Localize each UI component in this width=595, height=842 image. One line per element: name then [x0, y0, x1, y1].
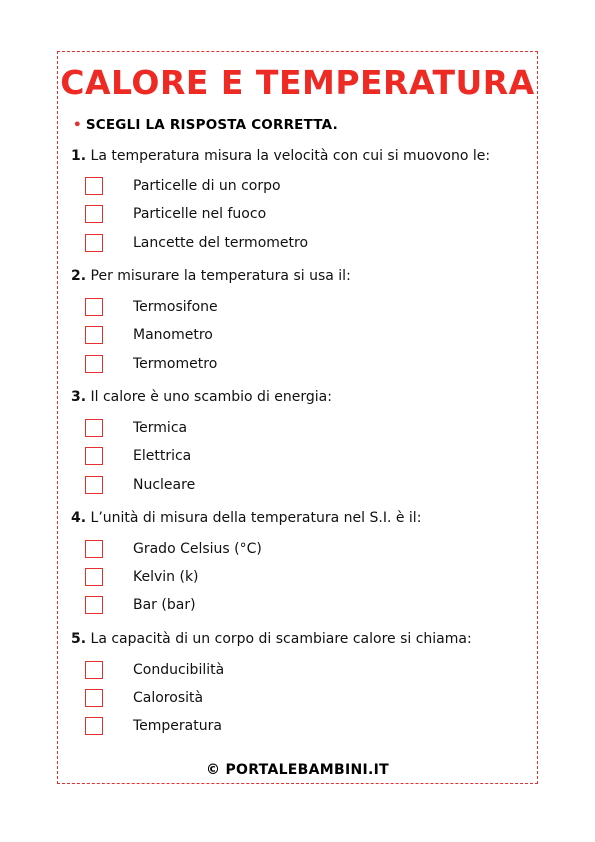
question-1: [71, 148, 490, 164]
option-1a[interactable]: [0, 177, 595, 199]
checkbox[interactable]: [85, 447, 103, 465]
question-number: 1.: [71, 148, 87, 164]
question-number: 5.: [71, 631, 87, 647]
option-label: Kelvin (k): [133, 569, 199, 585]
option-1b[interactable]: [0, 205, 595, 227]
option-5b[interactable]: [0, 689, 595, 711]
option-label: Manometro: [133, 327, 213, 343]
option-2c[interactable]: [0, 355, 595, 377]
question-4: [71, 510, 421, 526]
bullet-icon: •: [73, 117, 82, 133]
worksheet-title: CALORE E TEMPERATURA: [60, 63, 535, 102]
question-2: [71, 268, 351, 284]
question-text: Per misurare la temperatura si usa il:: [90, 268, 351, 284]
option-label: Lancette del termometro: [133, 235, 309, 251]
question-text: L’unità di misura della temperatura nel S.I. è il:: [90, 510, 422, 526]
option-label: Termosifone: [133, 299, 218, 315]
question-number: 2.: [71, 268, 87, 284]
option-2b[interactable]: [0, 326, 595, 348]
question-text: La temperatura misura la velocità con cui si muovono le:: [90, 148, 491, 164]
question-text: Il calore è uno scambio di energia:: [90, 389, 332, 405]
checkbox[interactable]: [85, 476, 103, 494]
question-number: 4.: [71, 510, 87, 526]
checkbox[interactable]: [85, 326, 103, 344]
option-label: Temperatura: [133, 718, 222, 734]
option-4c[interactable]: [0, 596, 595, 618]
checkbox[interactable]: [85, 355, 103, 373]
question-number: 3.: [71, 389, 87, 405]
copyright-footer: © PORTALEBAMBINI.IT: [206, 762, 389, 778]
checkbox[interactable]: [85, 689, 103, 707]
option-4b[interactable]: [0, 568, 595, 590]
option-label: Elettrica: [133, 448, 192, 464]
checkbox[interactable]: [85, 661, 103, 679]
option-3c[interactable]: [0, 476, 595, 498]
checkbox[interactable]: [85, 205, 103, 223]
option-label: Bar (bar): [133, 597, 196, 613]
checkbox[interactable]: [85, 419, 103, 437]
option-2a[interactable]: [0, 298, 595, 320]
option-label: Particelle nel fuoco: [133, 206, 267, 222]
option-3b[interactable]: [0, 447, 595, 469]
checkbox[interactable]: [85, 177, 103, 195]
checkbox[interactable]: [85, 298, 103, 316]
option-label: Grado Celsius (°C): [133, 541, 262, 557]
question-text: La capacità di un corpo di scambiare calore si chiama:: [90, 631, 472, 647]
question-3: [71, 389, 332, 405]
option-label: Termometro: [133, 356, 218, 372]
checkbox[interactable]: [85, 568, 103, 586]
instruction: [73, 117, 338, 133]
option-1c[interactable]: [0, 234, 595, 256]
checkbox[interactable]: [85, 717, 103, 735]
option-label: Nucleare: [133, 477, 196, 493]
option-label: Conducibilità: [133, 662, 225, 678]
instruction-text: SCEGLI LA RISPOSTA CORRETTA.: [85, 117, 338, 133]
option-5a[interactable]: [0, 661, 595, 683]
option-label: Termica: [133, 420, 188, 436]
option-4a[interactable]: [0, 540, 595, 562]
checkbox[interactable]: [85, 596, 103, 614]
option-3a[interactable]: [0, 419, 595, 441]
option-label: Calorosità: [133, 690, 204, 706]
option-5c[interactable]: [0, 717, 595, 739]
checkbox[interactable]: [85, 234, 103, 252]
option-label: Particelle di un corpo: [133, 178, 281, 194]
question-5: [71, 631, 472, 647]
checkbox[interactable]: [85, 540, 103, 558]
